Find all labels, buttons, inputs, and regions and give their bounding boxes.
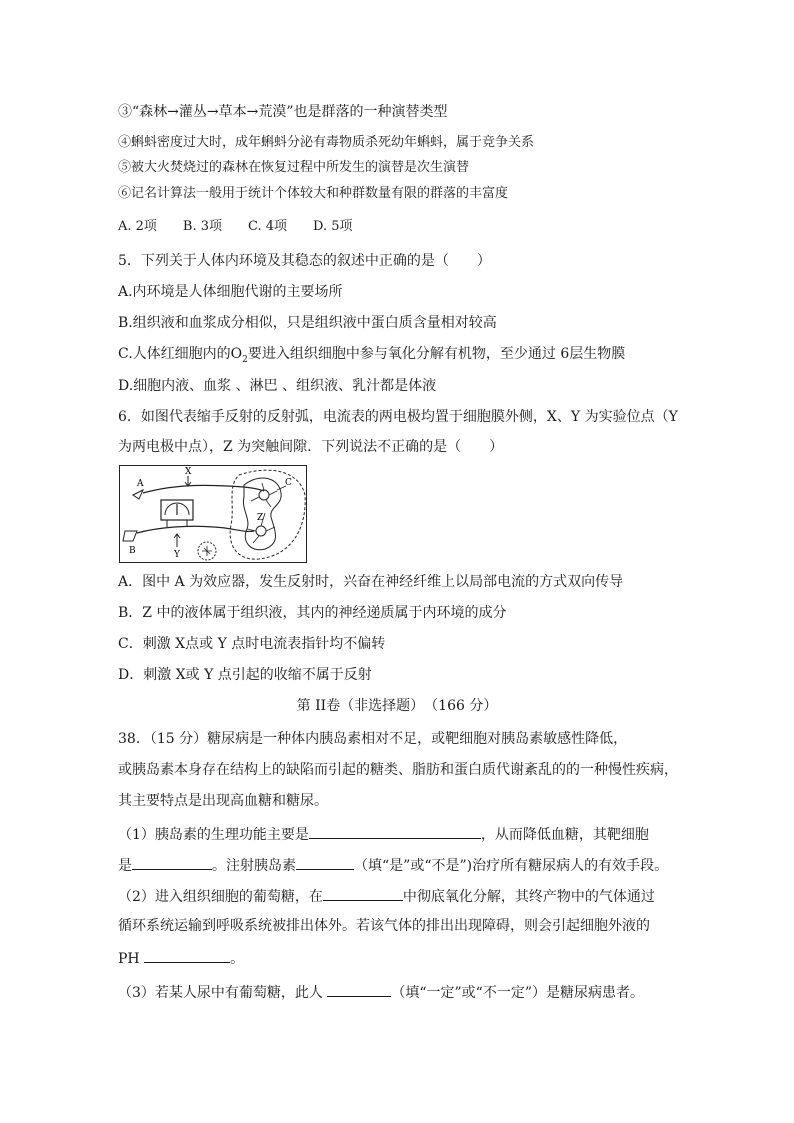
q6-option-d: D．刺激 X或 Y 点引起的收缩不属于反射 bbox=[118, 667, 372, 683]
label-y: Y bbox=[174, 550, 180, 560]
q38-intro-line2: 或胰岛素本身存在结构上的缺陷而引起的糖类、脂肪和蛋白质代谢紊乱的的一种慢性疾病， bbox=[118, 762, 678, 778]
q38-part1-text-e: （填“是”或“不是”)治疗所有糖尿病人的有效手段。 bbox=[354, 858, 669, 874]
q38-part2-text-d: PH bbox=[118, 951, 140, 967]
q38-part3-text-a: （3）若某人尿中有葡萄糖，此人 bbox=[118, 985, 328, 1001]
q4-option-6: ⑥记名计算法一般用于统计个体较大和种群数量有限的群落的丰富度 bbox=[118, 186, 509, 201]
q38-part2-text-a: （2）进入组织细胞的葡萄糖，在 bbox=[118, 889, 323, 905]
label-b: B bbox=[129, 546, 136, 556]
q38-part2-line2: 循环系统运输到呼吸系统被排出体外。若该气体的排出出现障碍，则会引起细胞外液的 bbox=[118, 918, 650, 934]
q4-option-4: ④蝌蚪密度过大时，成年蝌蚪分泌有毒物质杀死幼年蝌蚪，属于竞争关系 bbox=[118, 135, 535, 150]
q38-part1-text-b: ，从而降低血糖，其靶细胞 bbox=[480, 827, 649, 843]
q5-option-c-post: 要进入组织细胞中参与氧化分解有机物，至少通过 6层生物膜 bbox=[247, 346, 626, 362]
q38-part2-line3 bbox=[118, 948, 244, 968]
q5-option-c-sub: 2 bbox=[242, 354, 248, 365]
q38-part1-line2 bbox=[118, 855, 668, 875]
q6-stem-line2: 为两电极中点），Z 为突触间隙．下列说法不正确的是（ ） bbox=[118, 439, 504, 455]
q38-part2-text-b: 中彻底氧化分解，其终产物中的气体通过 bbox=[402, 889, 655, 905]
q4-option-5: ⑤被大火焚烧过的森林在恢复过程中所发生的演替是次生演替 bbox=[118, 160, 470, 175]
q38-part3-text-b: （填“一定”或“不一定”）是糖尿病患者。 bbox=[391, 985, 644, 1001]
q6-option-b: B．Z 中的液体属于组织液，其内的神经递质属于内环境的成分 bbox=[118, 605, 507, 621]
q38-blank-target-cell[interactable] bbox=[132, 855, 212, 870]
q38-blank-is-or-not[interactable] bbox=[296, 855, 354, 870]
label-x: X bbox=[185, 467, 192, 477]
q6-option-c: C．刺激 X点或 Y 点时电流表指针均不偏转 bbox=[118, 636, 386, 652]
q38-intro-line1: 38．（15 分）糖尿病是一种体内胰岛素相对不足，或靶细胞对胰岛素敏感性降低， bbox=[118, 731, 628, 747]
q38-blank-diabetes[interactable] bbox=[327, 982, 391, 997]
q38-part3-line1 bbox=[118, 982, 644, 1002]
q6-stem-line1: 6．如图代表缩手反射的反射弧，电流表的两电极均置于细胞膜外侧，X、Y 为实验位点（Y bbox=[118, 409, 678, 425]
q38-part1-line1 bbox=[118, 824, 649, 844]
figure-frame bbox=[120, 466, 307, 563]
q38-blank-oxidation-site[interactable] bbox=[323, 886, 403, 901]
q5-option-c-pre: C.人体红细胞内的O bbox=[118, 346, 243, 362]
label-c: C bbox=[285, 478, 292, 488]
q38-blank-insulin-function[interactable] bbox=[309, 824, 481, 839]
q38-part1-text-d: 。注射胰岛素 bbox=[212, 858, 296, 874]
q5-stem: 5．下列关于人体内环境及其稳态的叙述中正确的是（ ） bbox=[118, 253, 491, 269]
q38-part1-text-c: 是 bbox=[118, 858, 132, 874]
q5-option-c bbox=[118, 345, 625, 369]
q4-choices: A. 2项 B. 3项 C. 4项 D. 5项 bbox=[118, 219, 353, 234]
q5-option-b: B.组织液和血浆成分相似，只是组织液中蛋白质含量相对较高 bbox=[118, 315, 497, 331]
q5-option-a: A.内环境是人体细胞代谢的主要场所 bbox=[118, 284, 343, 300]
q38-part1-text-a: （1）胰岛素的生理功能主要是 bbox=[118, 827, 309, 843]
section-2-heading: 第 II卷（非选择题） （166 分） bbox=[296, 698, 498, 714]
q38-part2-text-e: 。 bbox=[230, 951, 245, 967]
label-a: A bbox=[137, 479, 144, 489]
reflex-arc-diagram bbox=[119, 465, 307, 563]
label-z: Z bbox=[257, 513, 264, 523]
q38-intro-line3: 其主要特点是出现高血糖和糖尿。 bbox=[118, 793, 328, 809]
q4-option-3: ③“森林→灌丛→草本→荒漠”也是群落的一种演替类型 bbox=[118, 104, 448, 120]
q38-part2-line1 bbox=[118, 886, 655, 906]
q38-blank-ph-change[interactable] bbox=[144, 948, 230, 963]
q6-option-a: A．图中 A 为效应器，发生反射时，兴奋在神经纤维上以局部电流的方式双向传导 bbox=[118, 574, 624, 590]
q5-option-d: D.细胞内液、血浆 、淋巴 、组织液、乳汁都是体液 bbox=[118, 378, 437, 394]
